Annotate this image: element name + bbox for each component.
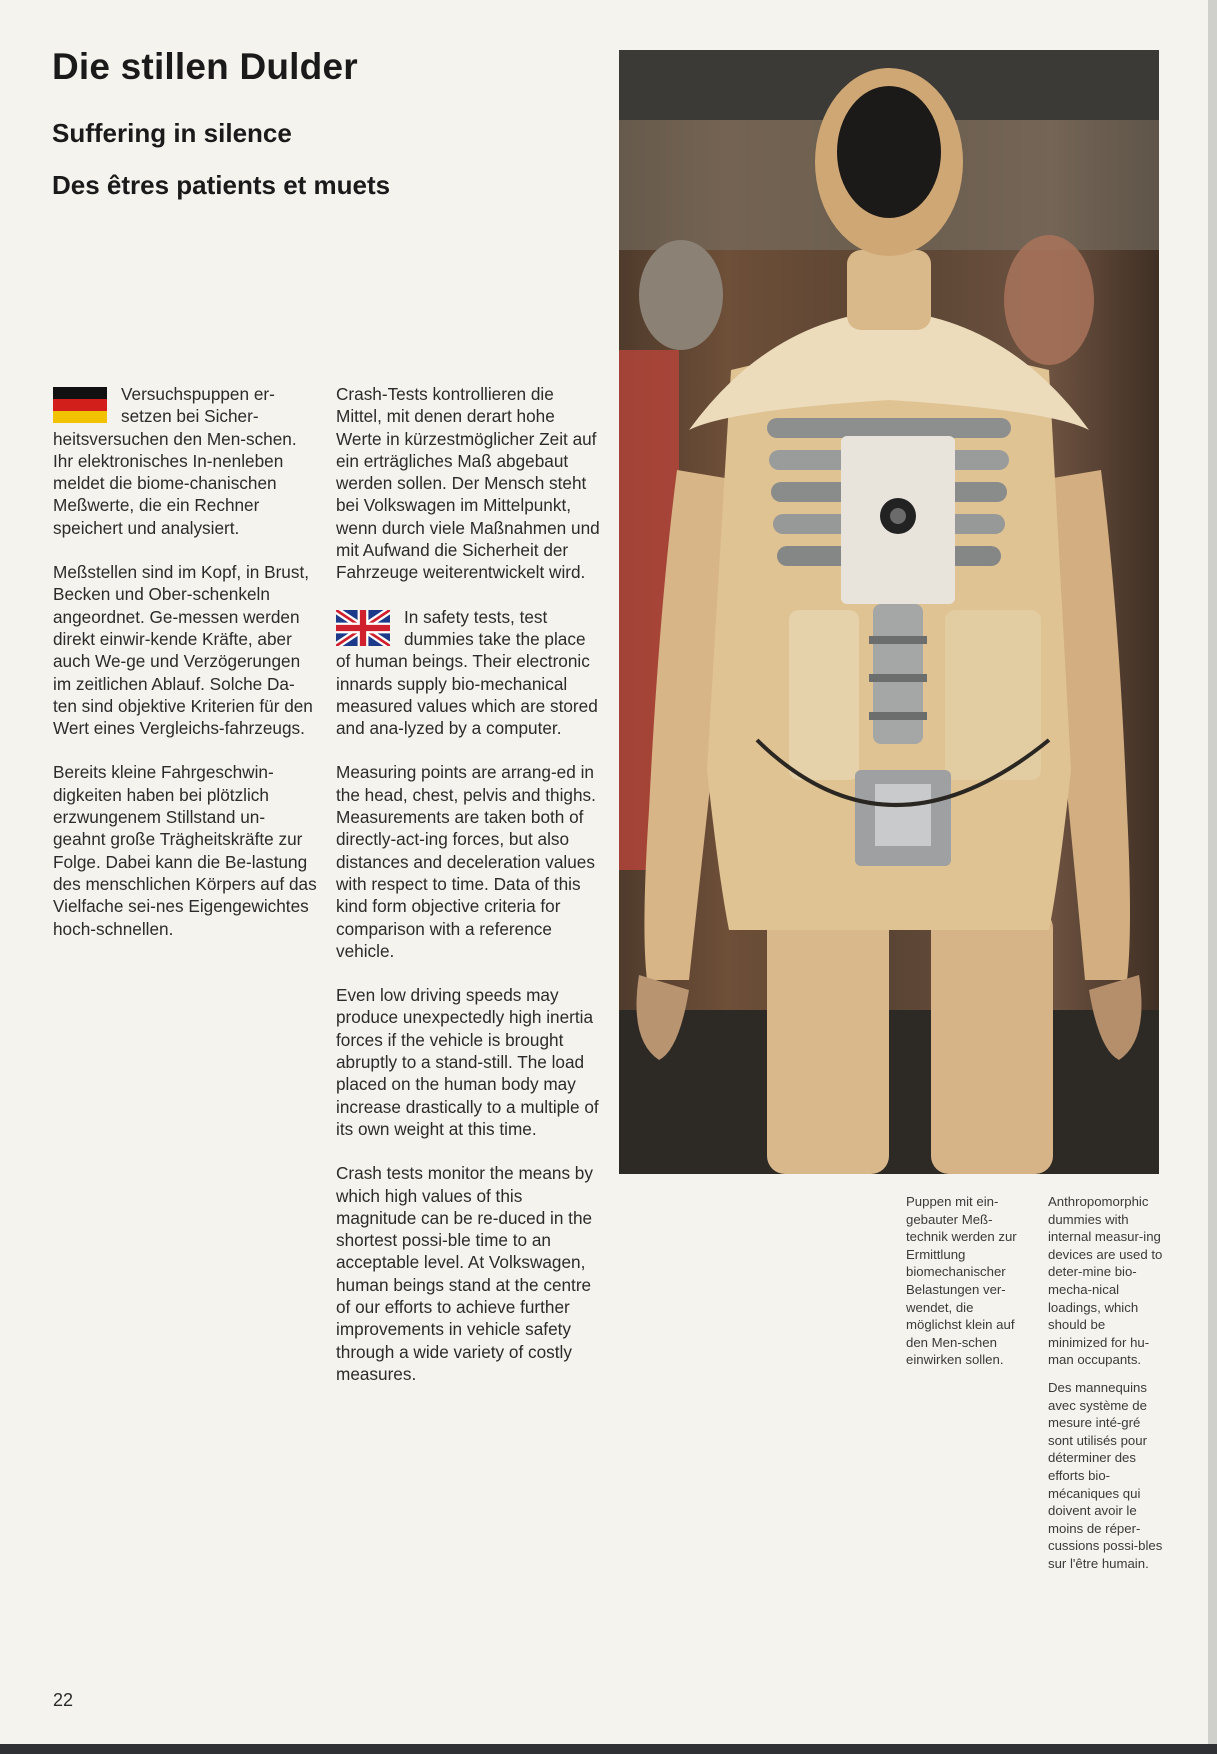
- english-paragraph-2: Measuring points are arrang-ed in the head, chest, pelvis and thighs. Measurements are taken both of directly-act-ing forces, but also distances and deceleration values with respect to time. Data of this kind form objective criteria for comparison with a reference vehicle.: [336, 762, 596, 961]
- caption-english: Anthropomorphic dummies with internal measur-ing devices are used to deter-mine bio-mecha-nical loadings, which should be minimized for hu-man occupants.: [1048, 1194, 1163, 1368]
- page-number: 22: [53, 1690, 74, 1710]
- german-paragraph-3: Bereits kleine Fahrgeschwin-digkeiten haben bei plötzlich erzwungenem Stillstand un-geahnt große Trägheitskräfte zur Folge. Dabei kann die Be-lastung des menschlichen Körpers auf das Vielfache sei-nes Eigengewichtes hoch-schnellen.: [53, 762, 317, 939]
- caption-german: Puppen mit ein-gebauter Meß-technik werden zur Ermittlung biomechanischer Belastungen ver-wendet, die möglichst klein auf den Men-schen einwirken sollen.: [906, 1194, 1017, 1368]
- subtitle-english: Suffering in silence: [52, 118, 292, 148]
- text-column-left: [53, 383, 317, 962]
- german-flag-icon: [53, 387, 107, 423]
- english-paragraph-1: In safety tests, test dummies take the place of human beings. Their electronic innards supply bio-mechanical measured values which are stored and ana-lyzed by a computer.: [336, 606, 598, 739]
- page-title: Die stillen Dulder: [52, 46, 358, 87]
- text-column-middle: [336, 383, 601, 1407]
- english-paragraph-4: Crash tests monitor the means by which high values of this magnitude can be re-duced in the shortest possi-ble time to an acceptable level. At Volkswagen, human beings stand at the centre of our efforts to achieve further improvements in vehicle safety through a wide variety of costly measures.: [336, 1163, 593, 1384]
- caption-english-french: [1048, 1193, 1166, 1582]
- uk-flag-icon: [336, 610, 390, 646]
- german-paragraph-1: Versuchspuppen er-setzen bei Sicher-heitsversuchen den Men-schen. Ihr elektronisches In-nenleben meldet die biome-chanischen Meßwerte, die ein Rechner speichert und analysiert.: [53, 384, 297, 538]
- crash-test-dummy-photo: [619, 50, 1159, 1174]
- caption-french: Des mannequins avec système de mesure inté-gré sont utilisés pour déterminer des efforts bio-mécaniques qui doivent avoir le moins de réper-cussions possi-bles sur l'être humain.: [1048, 1379, 1163, 1571]
- german-paragraph-2: Meßstellen sind im Kopf, in Brust, Becken und Ober-schenkeln angeordnet. Ge-messen werden direkt einwir-kende Kräfte, aber auch We-ge und Verzögerungen im zeitlichen Ablauf. Solche Da-ten sind objektive Kriterien für den Wert eines Vergleichs-fahrzeugs.: [53, 562, 313, 739]
- page-edge-bottom: [0, 1744, 1217, 1754]
- english-paragraph-3: Even low driving speeds may produce unexpectedly high inertia forces if the vehicle is brought abruptly to a stand-still. The load placed on the human body may increase drastically to a multiple of its own weight at this time.: [336, 985, 599, 1139]
- page-edge-right: [1208, 0, 1217, 1754]
- subtitle-french: Des êtres patients et muets: [52, 170, 391, 200]
- german-paragraph-4: Crash-Tests kontrollieren die Mittel, mit denen derart hohe Werte in kürzestmöglicher Zeit auf ein erträgliches Maß abgebaut werden sollen. Der Mensch steht bei Volkswagen im Mittelpunkt, wenn durch viele Maßnahmen und mit Aufwand die Sicherheit der Fahrzeuge weiterentwickelt wird.: [336, 384, 600, 583]
